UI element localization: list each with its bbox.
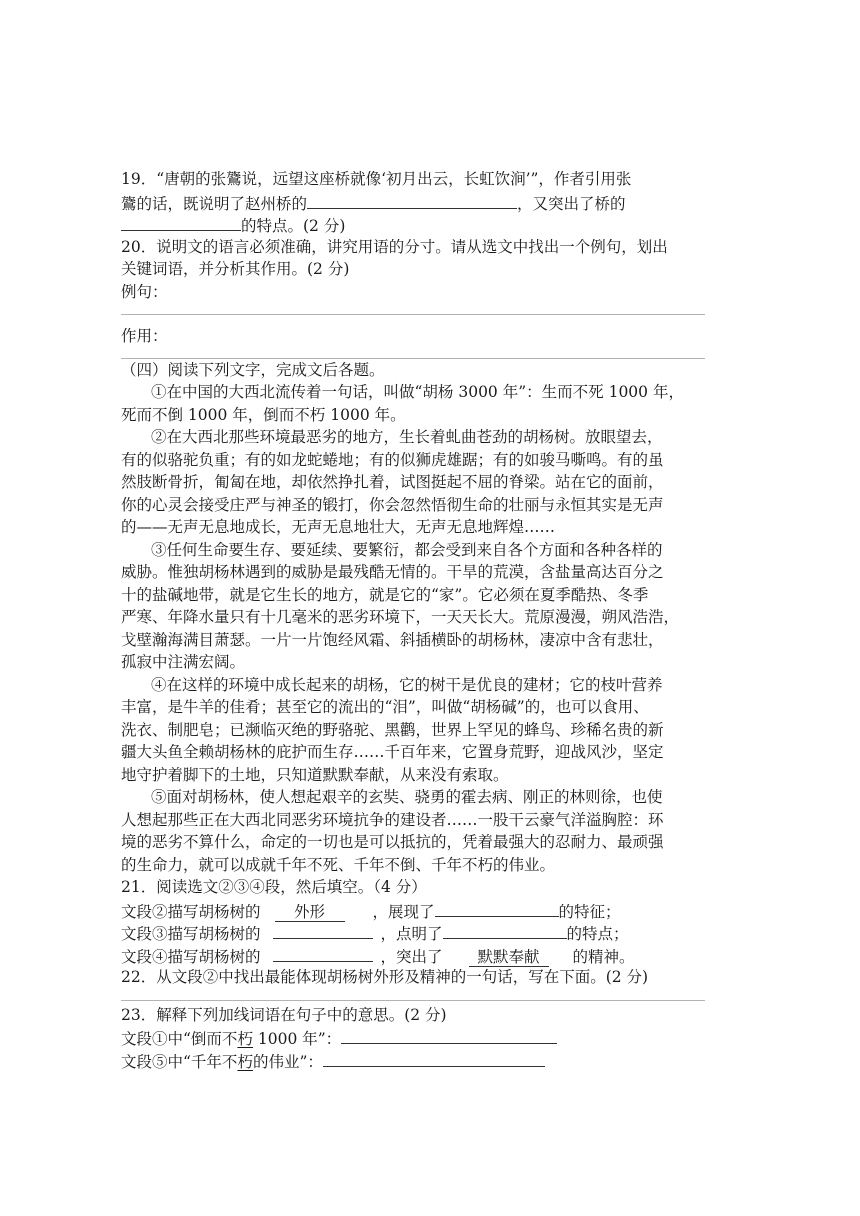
p5-line: 的生命力，就可以成就千年不死、千年不倒、千年不朽的伟业。 (121, 855, 556, 874)
q19-line2 (121, 191, 721, 214)
q21-row-1 (121, 899, 721, 922)
q21-row3-text-b: ，突出了 (380, 947, 443, 966)
p4-line: ④在这样的环境中成长起来的胡杨，它的树干是优良的建材；它的枝叶营养 (151, 675, 663, 694)
q19-blank-2[interactable] (121, 213, 241, 231)
p2-line: 然肢断骨折，匍匐在地，却依然挣扎着，试图挺起不屈的脊梁。站在它的面前， (121, 473, 664, 491)
q19-line3 (121, 213, 721, 236)
q21-row3-blank-2[interactable] (469, 949, 549, 967)
q23-a-blank[interactable] (341, 1026, 557, 1044)
q21-row2-blank-1[interactable] (273, 921, 373, 939)
q20-effect-label: 作用： (121, 327, 168, 345)
q21-row2-text-a: 文段③描写胡杨树的 (121, 925, 261, 943)
q19-text-b: ，又突出了桥的 (517, 194, 626, 213)
q21-row2-blank-2[interactable] (443, 921, 567, 939)
q22-title: 22．从文段②中找出最能体现胡杨树外形及精神的一句话，写在下面。(2 分) (121, 968, 649, 986)
q21-row2-text-b: ，点明了 (380, 925, 443, 943)
p4-line: 疆大头鱼全赖胡杨林的庇护而生存……千百年来，它置身荒野，迎战风沙，坚定 (121, 743, 664, 761)
q20-line2: 关键词语，并分析其作用。(2 分) (121, 260, 350, 278)
q23-item-b (121, 1049, 721, 1072)
q19-text-c: 的特点。(2 分) (241, 217, 346, 235)
q21-row1-text-a: 文段②描写胡杨树的 (121, 902, 261, 921)
p3-line: ③任何生命要生存、要延续、要繁衍，都会受到来自各个方面和各种各样的 (151, 540, 663, 559)
section4-heading: （四）阅读下列文字，完成文后各题。 (121, 360, 385, 379)
p4-line: 丰富，是牛羊的佳肴；甚至它的流出的“泪”，叫做“胡杨碱”的，也可以食用、 (121, 698, 649, 716)
q23-a-text-pre: 文段①中“倒而不 (121, 1030, 238, 1048)
q21-row3-text-c: 的精神。 (572, 947, 635, 966)
q21-row3-blank-1[interactable] (273, 944, 373, 962)
q21-row1-text-c: 的特征； (558, 902, 621, 921)
p1-line: ①在中国的大西北流传着一句话，叫做“胡杨 3000 年”：生而不死 1000 年， (151, 383, 684, 401)
p3-line: 十的盐碱地带，就是它生长的地方，就是它的“家”。它必须在夏季酷热、冬季 (121, 585, 649, 604)
p5-line: ⑤面对胡杨林，使人想起艰辛的玄奘、骁勇的霍去病、刚正的林则徐，也使 (151, 788, 663, 806)
q20-line1: 20．说明文的语言必须准确，讲究用语的分寸。请从选文中找出一个例句，划出 (121, 237, 668, 256)
q23-b-underlined-word: 朽 (237, 1052, 253, 1071)
q21-row-3 (121, 944, 721, 967)
p2-line: 有的似骆驼负重；有的如龙蛇蜷地；有的似狮虎雄踞；有的如骏马嘶鸣。有的虽 (121, 450, 664, 469)
p3-line: 孤寂中注满宏阔。 (121, 653, 246, 671)
q19-line1: 19．“唐朝的张鷟说，远望这座桥就像‘初月出云，长虹饮涧’”，作者引用张 (121, 170, 632, 188)
p5-line: 人想起那些正在大西北同恶劣环境抗争的建设者……一股干云豪气洋溢胸腔：环 (121, 810, 664, 829)
q21-row1-blank-2[interactable] (435, 899, 559, 917)
q23-b-text-post: 的伟业”： (252, 1052, 323, 1071)
q23-b-blank[interactable] (323, 1049, 545, 1067)
q21-row1-blank-1[interactable] (275, 904, 345, 922)
q21-row1-text-b: ，展现了 (372, 902, 435, 921)
q20-example-label: 例句： (121, 282, 168, 301)
q21-row2-text-c: 的特点； (566, 925, 629, 943)
q23-b-text-pre: 文段⑤中“千年不 (121, 1052, 238, 1071)
p4-line: 洗衣、制肥皂；已濒临灭绝的野骆驼、黑鹳，世界上罕见的蜂鸟、珍稀名贵的新 (121, 720, 664, 739)
p3-line: 严寒、年降水量只有十几毫米的恶劣环境下，一天天长大。荒原漫漫，朔风浩浩， (121, 608, 680, 626)
p4-line: 地守护着脚下的土地，只知道默默奉献，从来没有索取。 (121, 765, 509, 784)
q21-row1-answer: 外形 (294, 902, 326, 921)
q23-a-underlined-word: 朽 (237, 1030, 253, 1048)
q21-row3-answer: 默默奉献 (477, 947, 540, 966)
q21-row-2 (121, 921, 721, 944)
p1-line: 死而不倒 1000 年，倒而不朽 1000 年。 (121, 405, 406, 424)
p2-line: 的——无声无息地成长，无声无息地壮大，无声无息地辉煌…… (121, 518, 556, 536)
p5-line: 境的恶劣不算什么，命定的一切也是可以抵抗的，凭着最强大的忍耐力、最顽强 (121, 833, 664, 851)
p3-line: 威胁。惟独胡杨林遇到的威胁是最残酷无情的。干旱的荒漠，含盐量高达百分之 (121, 563, 664, 581)
exam-page (121, 168, 721, 1071)
p3-line: 戈壁瀚海满目萧瑟。一片一片饱经风霜、斜插横卧的胡杨林，凄凉中含有悲壮， (121, 630, 664, 649)
q23-title: 23．解释下列加线词语在句子中的意思。(2 分) (121, 1005, 447, 1024)
q23-a-text-post: 1000 年”： (252, 1030, 342, 1048)
q21-row3-text-a: 文段④描写胡杨树的 (121, 947, 261, 966)
q21-title: 21．阅读选文②③④段，然后填空。（4 分） (121, 878, 427, 896)
q23-item-a (121, 1026, 721, 1049)
q19-blank-1[interactable] (307, 191, 517, 209)
q19-text-a: 鷟的话，既说明了赵州桥的 (121, 194, 308, 213)
p2-line: ②在大西北那些环境最恶劣的地方，生长着虬曲苍劲的胡杨树。放眼望去， (151, 428, 663, 446)
p2-line: 你的心灵会接受庄严与神圣的锻打，你会忽然悟彻生命的壮丽与永恒其实是无声 (121, 495, 664, 514)
